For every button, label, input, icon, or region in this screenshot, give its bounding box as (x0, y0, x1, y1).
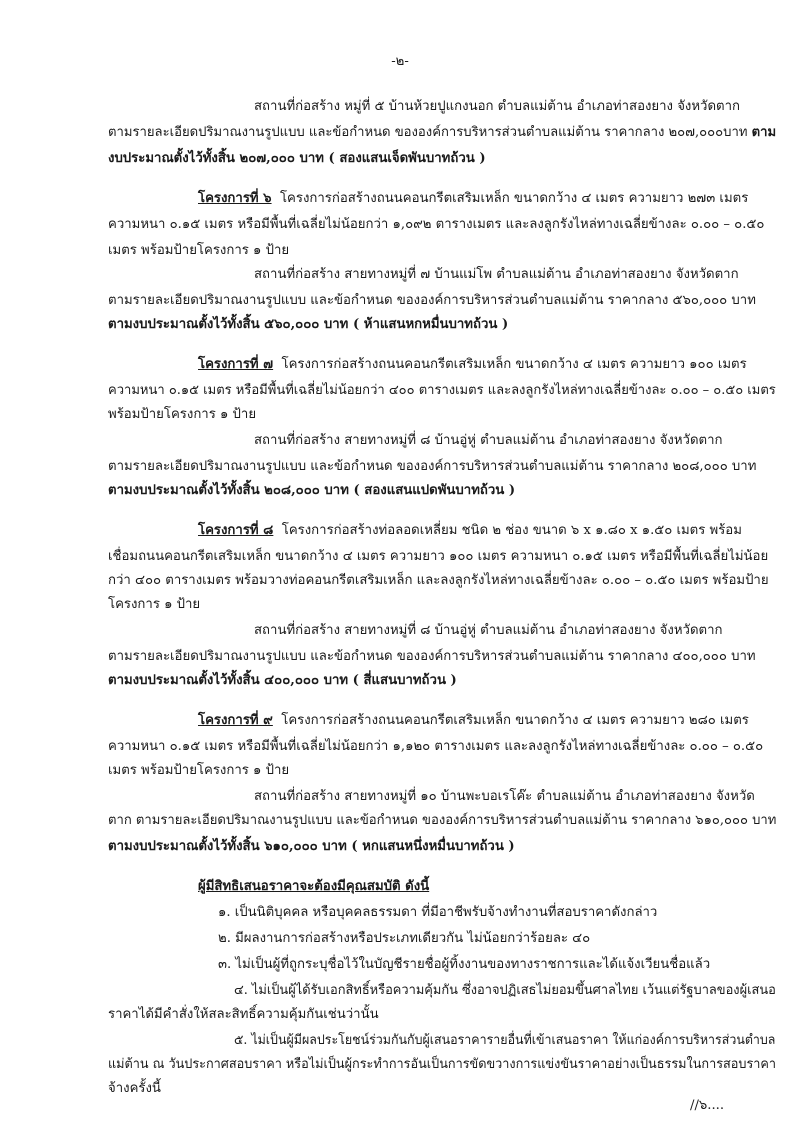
project7-desc3: พร้อมป้ายโครงการ ๑ ป้าย (108, 407, 257, 422)
project5-budget: งบประมาณตั้งไว้ทั้งสิ้น ๒๐๗,๐๐๐ บาท ( สองแสนเจ็ดพันบาทถ้วน ) (108, 151, 486, 166)
project8-desc4: โครงการ ๑ ป้าย (108, 597, 201, 612)
project5-spec (108, 124, 776, 142)
project5-spec-text: ตามรายละเอียดปริมาณงานรูปแบบ และข้อกำหนด ขององค์การบริหารส่วนตำบลแม่ต้าน ราคากลาง ๒๐๗,๐๐๐บาท (108, 125, 748, 140)
project8-spec: ตามรายละเอียดปริมาณงานรูปแบบ และข้อกำหนด ขององค์การบริหารส่วนตำบลแม่ต้าน ราคากลาง ๔๐๐,๐๐๐ บาท (108, 649, 756, 664)
project7-heading: โครงการที่ ๗ (198, 357, 274, 372)
project7-desc2: ความหนา ๐.๑๕ เมตร หรือมีพื้นที่เฉลี่ยไม่น้อยกว่า ๔๐๐ ตารางเมตร และลงลูกรังไหล่ทางเฉลี่ยข้างละ ๐.๐๐ – ๐.๕๐ เมตร (108, 383, 776, 398)
project9-location: สถานที่ก่อสร้าง สายทางหมู่ที่ ๑๐ บ้านพะบอเรโค๊ะ ตำบลแม่ต้าน อำเภอท่าสองยาง จังหวัด (254, 789, 755, 804)
project9-desc3: เมตร พร้อมป้ายโครงการ ๑ ป้าย (108, 763, 290, 778)
project8-desc2: เชื่อมถนนคอนกรีตเสริมเหล็ก ขนาดกว้าง ๔ เมตร ความยาว ๑๐๐ เมตร ความหนา ๐.๑๕ เมตร หรือมีพื้นที่เฉลี่ยไม่น้อย (108, 549, 769, 564)
project6-line1 (198, 190, 748, 208)
footer-next-page: //๖.... (690, 1098, 725, 1113)
project8-budget: ตามงบประมาณตั้งไว้ทั้งสิ้น ๔๐๐,๐๐๐ บาท ( สี่แสนบาทถ้วน ) (108, 673, 457, 688)
project9-heading: โครงการที่ ๙ (198, 713, 273, 728)
qualification-item-5-cont2: จ้างครั้งนี้ (108, 1081, 161, 1096)
qualification-item-5: ๕. ไม่เป็นผู้มีผลประโยชน์ร่วมกันกับผู้เสนอราคารายอื่นที่เข้าเสนอราคา ให้แก่องค์การบริหารส่วนตำบล (234, 1033, 776, 1048)
project8-desc1: โครงการก่อสร้างท่อลอดเหลี่ยม ชนิด ๒ ช่อง ขนาด ๖ x ๑.๘๐ x ๑.๕๐ เมตร พร้อม (281, 523, 742, 538)
project9-desc2: ความหนา ๐.๑๕ เมตร หรือมีพื้นที่เฉลี่ยไม่น้อยกว่า ๑,๑๒๐ ตารางเมตร และลงลูกรังไหล่ทางเฉลี่ยข้างละ ๐.๐๐ – ๐.๕๐ (108, 739, 764, 754)
project6-heading: โครงการที่ ๖ (198, 191, 272, 206)
project8-heading: โครงการที่ ๘ (198, 523, 274, 538)
project8-desc3: กว่า ๔๐๐ ตารางเมตร พร้อมวางท่อคอนกรีตเสริมเหล็ก และลงลูกรังไหล่ทางเฉลี่ยข้างละ ๐.๐๐ – ๐.๕๐ เมตร พร้อมป้าย (108, 573, 769, 588)
qualification-item-5-cont1: แม่ต้าน ณ วันประกาศสอบราคา หรือไม่เป็นผู้กระทำการอันเป็นการขัดขวางการแข่งขันราคาอย่างเป็นธรรมในการสอบราคา (108, 1057, 777, 1072)
project6-desc2: ความหนา ๐.๑๕ เมตร หรือมีพื้นที่เฉลี่ยไม่น้อยกว่า ๑,๐๙๒ ตารางเมตร และลงลูกรังไหล่ทางเฉลี่ยข้างละ ๐.๐๐ – ๐.๕๐ (108, 217, 765, 232)
project7-budget: ตามงบประมาณตั้งไว้ทั้งสิ้น ๒๐๘,๐๐๐ บาท ( สองแสนแปดพันบาทถ้วน ) (108, 483, 516, 498)
project8-location: สถานที่ก่อสร้าง สายทางหมู่ที่ ๘ บ้านอู่หู่ ตำบลแม่ต้าน อำเภอท่าสองยาง จังหวัดตาก (254, 623, 723, 638)
project6-desc3: เมตร พร้อมป้ายโครงการ ๑ ป้าย (108, 243, 290, 258)
page-number: -๒- (391, 54, 409, 69)
project6-spec: ตามรายละเอียดปริมาณงานรูปแบบ และข้อกำหนด ขององค์การบริหารส่วนตำบลแม่ต้าน ราคากลาง ๕๖๐,๐๐๐ บาท (108, 293, 756, 308)
project9-desc1: โครงการก่อสร้างถนนคอนกรีตเสริมเหล็ก ขนาดกว้าง ๔ เมตร ความยาว ๒๘๐ เมตร (281, 713, 749, 728)
project7-line1 (198, 356, 747, 374)
project6-location: สถานที่ก่อสร้าง สายทางหมู่ที่ ๗ บ้านแม่โพ ตำบลแม่ต้าน อำเภอท่าสองยาง จังหวัดตาก (254, 267, 739, 282)
project5-location: สถานที่ก่อสร้าง หมู่ที่ ๕ บ้านห้วยปูแกงนอก ตำบลแม่ต้าน อำเภอท่าสองยาง จังหวัดตาก (254, 99, 740, 114)
project7-desc1: โครงการก่อสร้างถนนคอนกรีตเสริมเหล็ก ขนาดกว้าง ๔ เมตร ความยาว ๑๐๐ เมตร (281, 357, 747, 372)
project9-spec: ตาก ตามรายละเอียดปริมาณงานรูปแบบ และข้อกำหนด ขององค์การบริหารส่วนตำบลแม่ต้าน ราคากลาง ๖๑๐,๐๐๐ บาท (108, 813, 777, 828)
project6-budget: ตามงบประมาณตั้งไว้ทั้งสิ้น ๕๖๐,๐๐๐ บาท ( ห้าแสนหกหมื่นบาทถ้วน ) (108, 317, 509, 332)
qualification-item-4-cont: ราคาได้มีคำสั่งให้สละสิทธิ์ความคุ้มกันเช่นว่านั้น (108, 1007, 379, 1022)
qualification-item-4: ๔. ไม่เป็นผู้ได้รับเอกสิทธิ์หรือความคุ้มกัน ซึ่งอาจปฏิเสธไม่ยอมขึ้นศาลไทย เว้นแต่รัฐบาลของผู้เสนอ (234, 983, 776, 998)
qualification-item-1: ๑. เป็นนิติบุคคล หรือบุคคลธรรมดา ที่มีอาชีพรับจ้างทำงานที่สอบราคาดังกล่าว (218, 905, 658, 920)
project7-location: สถานที่ก่อสร้าง สายทางหมู่ที่ ๘ บ้านอู่หู่ ตำบลแม่ต้าน อำเภอท่าสองยาง จังหวัดตาก (254, 433, 723, 448)
project7-spec: ตามรายละเอียดปริมาณงานรูปแบบ และข้อกำหนด ขององค์การบริหารส่วนตำบลแม่ต้าน ราคากลาง ๒๐๘,๐๐๐ บาท (108, 459, 757, 474)
project8-line1 (198, 522, 742, 540)
project9-line1 (198, 712, 749, 730)
qualifications-heading: ผู้มีสิทธิเสนอราคาจะต้องมีคุณสมบัติ ดังนี้ (198, 879, 430, 894)
qualification-item-2: ๒. มีผลงานการก่อสร้างหรือประเภทเดียวกัน ไม่น้อยกว่าร้อยละ ๔๐ (218, 931, 591, 946)
project5-spec-bold: ตาม (751, 125, 777, 140)
project9-budget: ตามงบประมาณตั้งไว้ทั้งสิ้น ๖๑๐,๐๐๐ บาท ( หกแสนหนึ่งหมื่นบาทถ้วน ) (108, 839, 515, 854)
project6-desc1: โครงการก่อสร้างถนนคอนกรีตเสริมเหล็ก ขนาดกว้าง ๔ เมตร ความยาว ๒๗๓ เมตร (279, 191, 749, 206)
qualification-item-3: ๓. ไม่เป็นผู้ที่ถูกระบุชื่อไว้ในบัญชีรายชื่อผู้ทิ้งงานของทางราชการและได้แจ้งเวียนชื่อแล้ว (218, 957, 711, 972)
